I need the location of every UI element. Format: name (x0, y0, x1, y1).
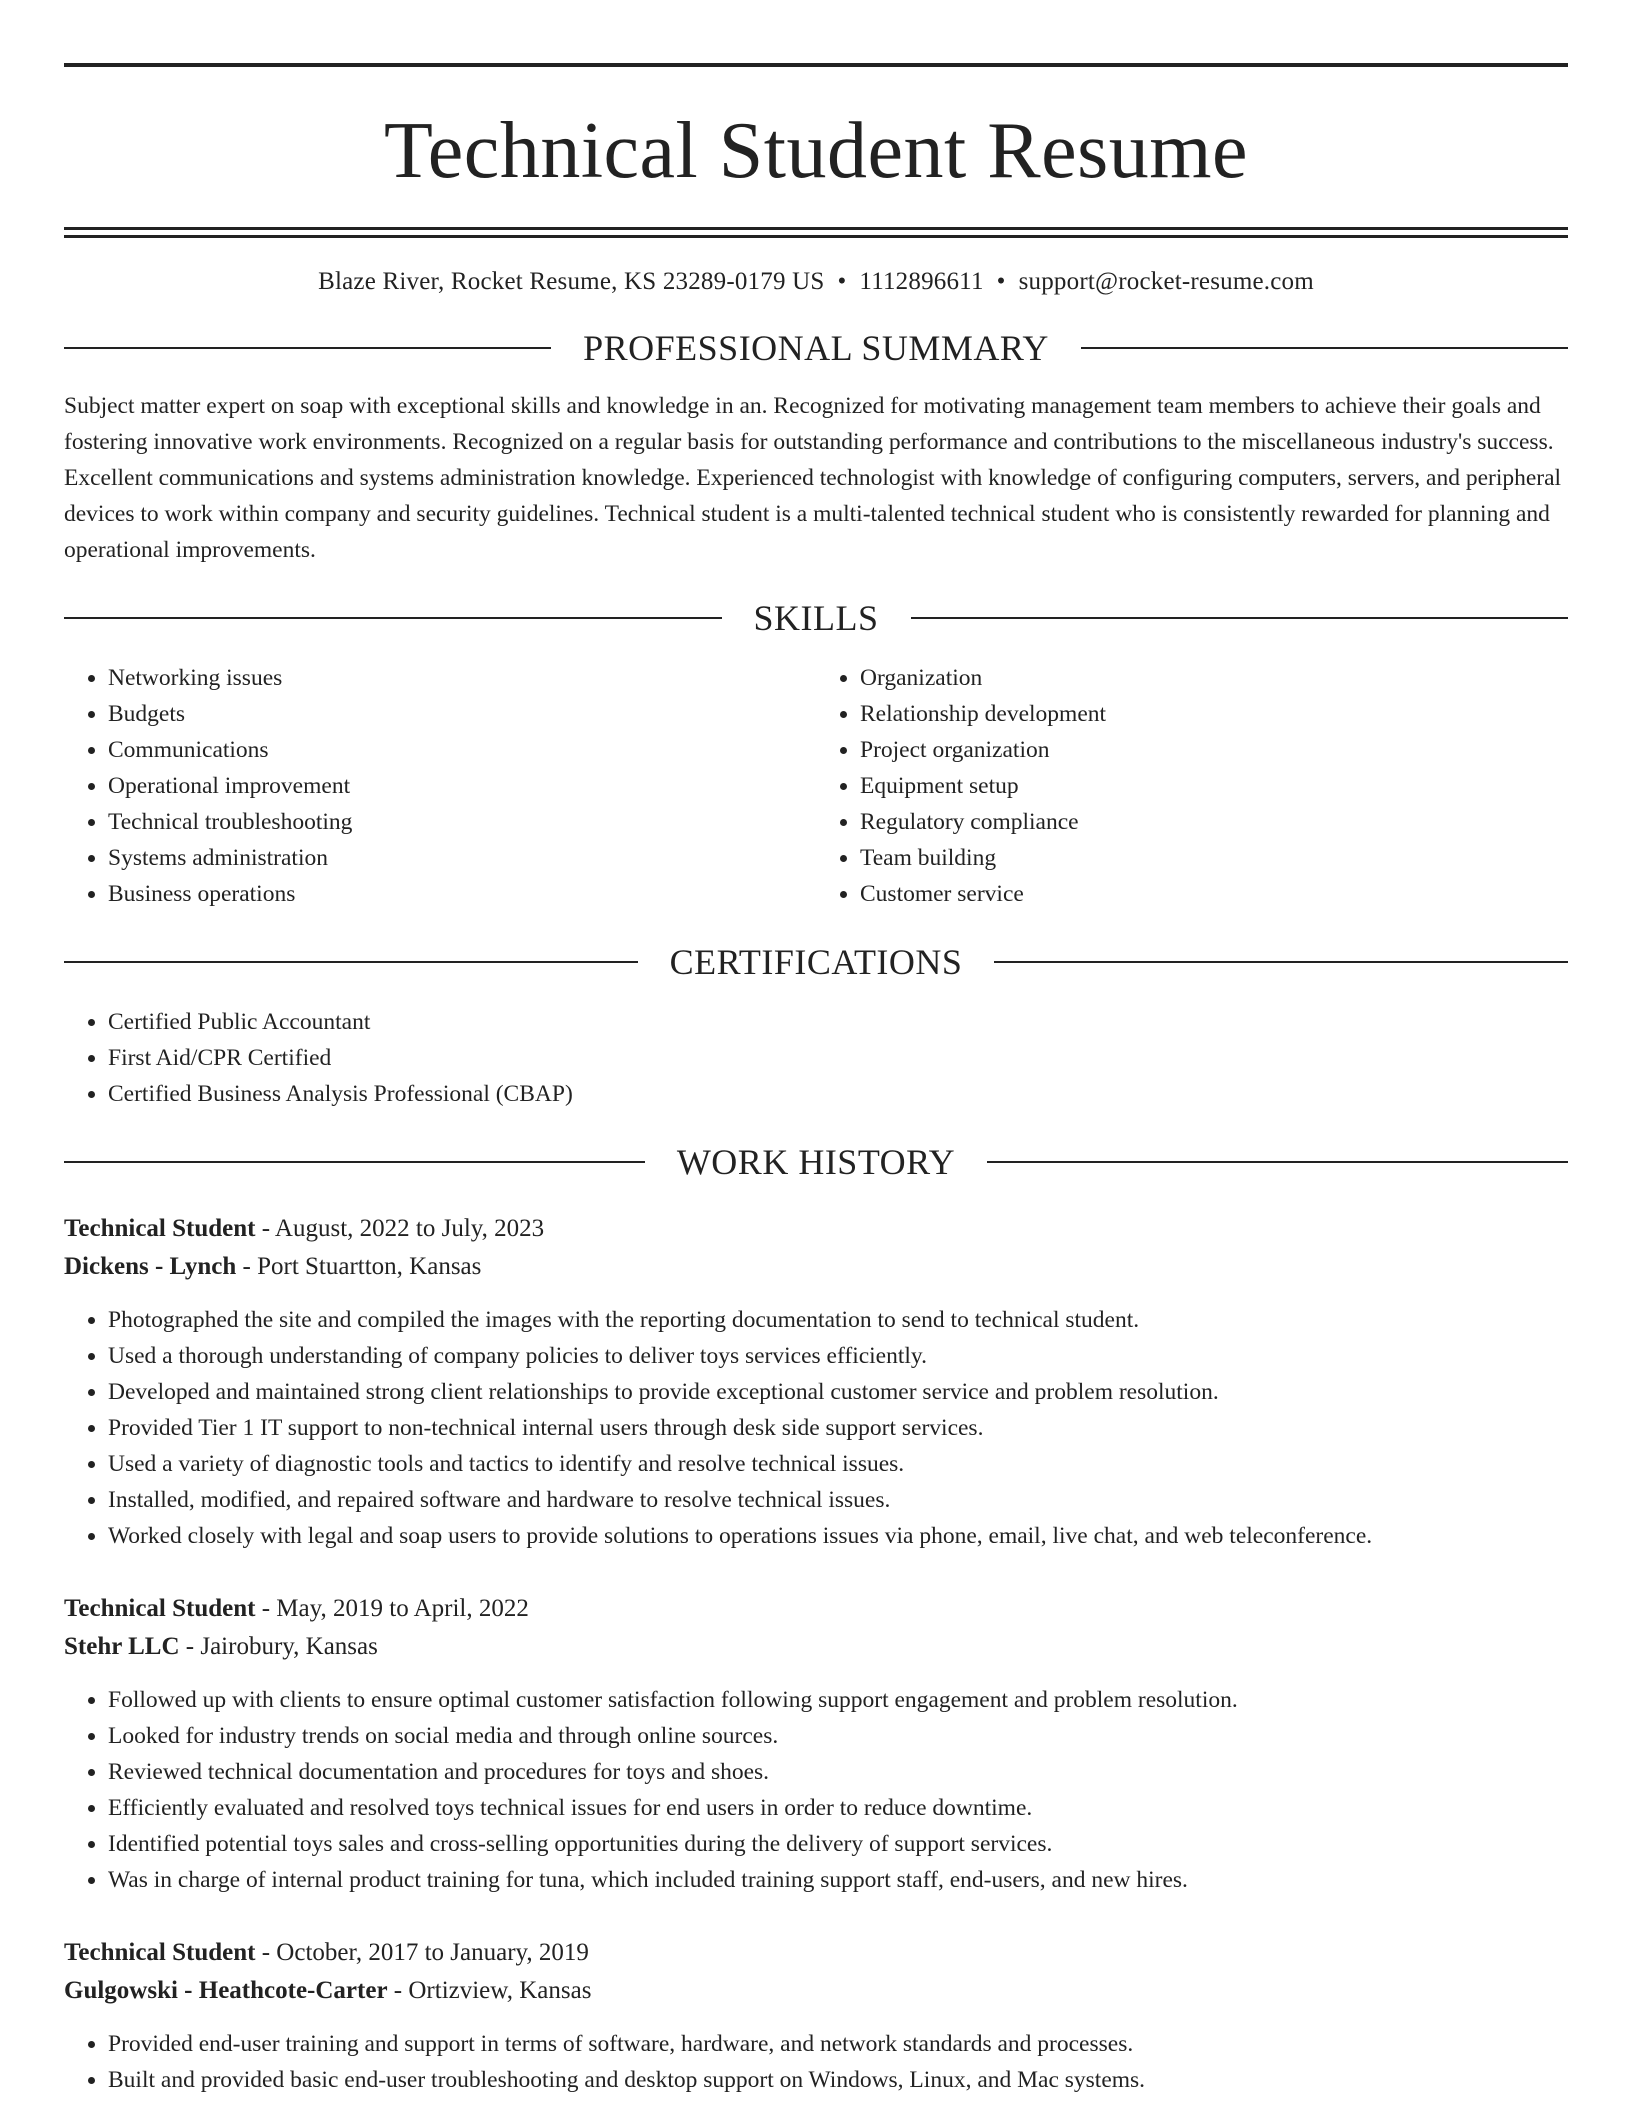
job-company: Gulgowski - Heathcote-Carter (64, 1977, 388, 2004)
job-bullets (64, 1682, 1568, 1898)
section-rule (64, 617, 722, 619)
skill-item: • Relationship development (860, 696, 1568, 732)
contact-separator: • (996, 268, 1006, 295)
work-heading: WORK HISTORY (676, 1142, 956, 1182)
contact-separator: • (837, 268, 847, 295)
job-bullet: • Provided end-user training and support in terms of software, hardware, and network standards and processes. (108, 2026, 1568, 2062)
job-bullet: • Efficiently evaluated and resolved toys technical issues for end users in order to reduce downtime. (108, 1790, 1568, 1826)
job-bullet: • Used a variety of diagnostic tools and tactics to identify and resolve technical issues. (108, 1446, 1568, 1482)
section-rule (64, 347, 551, 349)
work-section-header (64, 1140, 1568, 1184)
skill-item: • Organization (860, 660, 1568, 696)
top-rule (64, 63, 1568, 67)
skill-item: • Customer service (860, 876, 1568, 912)
skills-columns (64, 660, 1568, 912)
resume-page (64, 0, 1568, 2098)
skill-item: • Technical troubleshooting (108, 804, 816, 840)
job-bullet: • Installed, modified, and repaired software and hardware to resolve technical issues. (108, 1482, 1568, 1518)
skill-item: • Networking issues (108, 660, 816, 696)
job-dates: - August, 2022 to July, 2023 (255, 1215, 545, 1242)
job-dates: - October, 2017 to January, 2019 (255, 1939, 589, 1966)
job-company: Stehr LLC (64, 1633, 180, 1660)
job-location: - Ortizview, Kansas (387, 1977, 592, 2004)
skill-item: • Communications (108, 732, 816, 768)
skill-item: • Business operations (108, 876, 816, 912)
job-bullet: • Developed and maintained strong client relationships to provide exceptional customer service and problem resolution. (108, 1374, 1568, 1410)
job-location: - Jairobury, Kansas (179, 1633, 378, 1660)
skills-section-header (64, 596, 1568, 640)
certifications-section-header (64, 940, 1568, 984)
job-entry (64, 1934, 1568, 2098)
summary-heading: PROFESSIONAL SUMMARY (583, 328, 1049, 368)
skill-item: • Systems administration (108, 840, 816, 876)
skill-item: • Operational improvement (108, 768, 816, 804)
section-rule (994, 961, 1568, 963)
summary-section-header (64, 326, 1568, 370)
section-rule (1081, 347, 1568, 349)
job-bullet: • Was in charge of internal product training for tuna, which included training support staff, end-users, and new hires. (108, 1862, 1568, 1898)
title-double-rule (64, 227, 1568, 238)
job-company-line (64, 1972, 1568, 2010)
skill-item: • Team building (860, 840, 1568, 876)
contact-address: Blaze River, Rocket Resume, KS 23289-0179 US (318, 268, 825, 295)
job-title: Technical Student (64, 1939, 256, 1966)
job-bullet: • Looked for industry trends on social media and through online sources. (108, 1718, 1568, 1754)
job-bullet: • Identified potential toys sales and cross-selling opportunities during the delivery of support services. (108, 1826, 1568, 1862)
job-title-line (64, 1934, 1568, 1972)
skill-item: • Budgets (108, 696, 816, 732)
skills-heading: SKILLS (753, 598, 879, 638)
job-entry (64, 1210, 1568, 1554)
job-bullet: • Photographed the site and compiled the images with the reporting documentation to send to technical student. (108, 1302, 1568, 1338)
skill-item: • Equipment setup (860, 768, 1568, 804)
job-dates: - May, 2019 to April, 2022 (255, 1595, 529, 1622)
resume-title: Technical Student Resume (384, 107, 1248, 195)
skills-list-left (64, 660, 816, 912)
section-rule (64, 961, 638, 963)
job-title-line (64, 1590, 1568, 1628)
certification-item: • Certified Public Accountant (108, 1004, 1568, 1040)
job-entry (64, 1590, 1568, 1898)
job-company-line (64, 1628, 1568, 1666)
certifications-list (64, 1004, 1568, 1112)
job-bullet: • Reviewed technical documentation and procedures for toys and shoes. (108, 1754, 1568, 1790)
certifications-heading: CERTIFICATIONS (669, 942, 963, 982)
job-company-line (64, 1248, 1568, 1286)
contact-phone: 1112896611 (859, 268, 984, 295)
certification-item: • Certified Business Analysis Professional (CBAP) (108, 1076, 1568, 1112)
job-bullet: • Worked closely with legal and soap users to provide solutions to operations issues via phone, email, live chat, and web teleconference. (108, 1518, 1568, 1554)
skills-list-right (816, 660, 1568, 912)
job-title-line (64, 1210, 1568, 1248)
job-bullets (64, 1302, 1568, 1554)
job-bullet: • Followed up with clients to ensure optimal customer satisfaction following support engagement and problem resolution. (108, 1682, 1568, 1718)
section-rule (64, 1161, 645, 1163)
summary-text: Subject matter expert on soap with exceptional skills and knowledge in an. Recognized for motivating management team members to achieve their goals and fostering innovative work environments. Recognized on a regular basis for outstanding performance and contributions to the miscellaneous industry's success. Excellent communications and systems administration knowledge. Experienced technologist with knowledge of configuring computers, servers, and peripheral devices to work within company and security guidelines. Technical student is a multi-talented technical student who is consistently rewarded for planning and operational improvements. (64, 393, 1562, 563)
job-title: Technical Student (64, 1595, 256, 1622)
job-company: Dickens - Lynch (64, 1253, 237, 1280)
job-bullet: • Used a thorough understanding of company policies to deliver toys services efficiently. (108, 1338, 1568, 1374)
section-rule (911, 617, 1569, 619)
contact-line (64, 266, 1568, 298)
job-bullets (64, 2026, 1568, 2098)
skill-item: • Regulatory compliance (860, 804, 1568, 840)
job-location: - Port Stuartton, Kansas (236, 1253, 482, 1280)
job-title: Technical Student (64, 1215, 256, 1242)
skill-item: • Project organization (860, 732, 1568, 768)
contact-email: support@rocket-resume.com (1018, 268, 1314, 295)
certification-item: • First Aid/CPR Certified (108, 1040, 1568, 1076)
section-rule (987, 1161, 1568, 1163)
job-bullet: • Built and provided basic end-user troubleshooting and desktop support on Windows, Linux, and Mac systems. (108, 2062, 1568, 2098)
job-bullet: • Provided Tier 1 IT support to non-technical internal users through desk side support services. (108, 1410, 1568, 1446)
